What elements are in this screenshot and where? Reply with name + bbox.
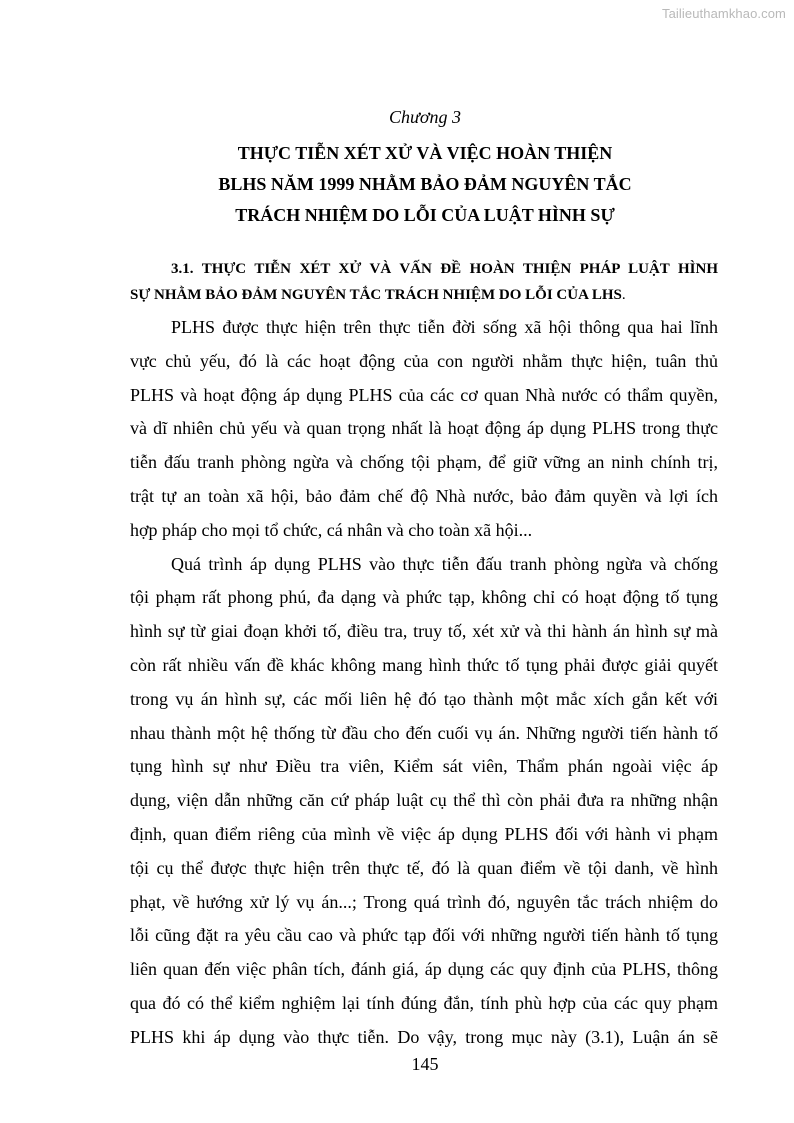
paragraph-2-line: liên quan đến việc phân tích, đánh giá, áp dụng các quy định của PLHS, thông bbox=[130, 959, 718, 980]
chapter-title-line: TRÁCH NHIỆM DO LỖI CỦA LUẬT HÌNH SỰ bbox=[235, 205, 615, 225]
paragraph-1-line: tiễn đấu tranh phòng ngừa và chống tội phạm, để giữ vững an ninh chính trị, bbox=[130, 452, 718, 473]
watermark: Tailieuthamkhao.com bbox=[661, 6, 786, 21]
paragraph-2-line: hình sự từ giai đoạn khởi tố, điều tra, truy tố, xét xử và thi hành án hình sự mà bbox=[130, 621, 718, 642]
section-heading-line bbox=[130, 282, 718, 308]
page-number: 145 bbox=[411, 1054, 439, 1074]
chapter-label: Chương 3 bbox=[389, 107, 461, 127]
paragraph-2-line: tội cụ thể được thực hiện trên thực tế, đó là quan điểm về tội danh, về hình bbox=[130, 857, 718, 878]
paragraph-2-line: PLHS khi áp dụng vào thực tiễn. Do vậy, trong mục này (3.1), Luận án sẽ bbox=[130, 1026, 718, 1047]
paragraph-1-line: PLHS và hoạt động áp dụng PLHS của các cơ quan Nhà nước có thẩm quyền, bbox=[130, 384, 718, 405]
paragraph-2-line: phạt, về hướng xử lý vụ án...; Trong quá trình đó, nguyên tắc trách nhiệm do bbox=[130, 891, 718, 912]
paragraph-1-line: và dĩ nhiên chủ yếu và quan trọng nhất là hoạt động áp dụng PLHS trong thực bbox=[130, 418, 718, 439]
paragraph-1-line: hợp pháp cho mọi tổ chức, cá nhân và cho toàn xã hội... bbox=[130, 519, 533, 540]
paragraph-2-line: nhau thành một hệ thống từ đầu cho đến cuối vụ án. Những người tiến hành tố bbox=[130, 722, 718, 743]
paragraph-2-line: lỗi cũng đặt ra yêu cầu cao và phức tạp đối với những người tiến hành tố tụng bbox=[130, 925, 718, 946]
paragraph-2-line: trong vụ án hình sự, các mối liên hệ đó tạo thành một mắc xích gắn kết với bbox=[130, 688, 718, 709]
paragraph-2-line: còn rất nhiều vấn đề khác không mang hình thức tố tụng phải được giải quyết bbox=[130, 654, 718, 675]
paragraph-2-line: định, quan điểm riêng của mình về việc áp dụng PLHS đối với hành vi phạm bbox=[130, 823, 718, 844]
paragraph-2-line: dụng, viện dẫn những căn cứ pháp luật cụ thể thì còn phải đưa ra những nhận bbox=[130, 790, 718, 811]
section-heading-period: . bbox=[621, 287, 626, 303]
chapter-title-line: BLHS NĂM 1999 NHẰM BẢO ĐẢM NGUYÊN TẮC bbox=[218, 174, 632, 194]
paragraph-2-line: tụng hình sự như Điều tra viên, Kiểm sát viên, Thẩm phán ngoài việc áp bbox=[130, 756, 718, 777]
paragraph-2-line: qua đó có thể kiểm nghiệm lại tính đúng đắn, tính phù hợp của các quy phạm bbox=[130, 992, 718, 1013]
paragraph-1-line: vực chủ yếu, đó là các hoạt động của con người nhằm thực hiện, tuân thủ bbox=[130, 350, 718, 371]
paragraph-1-line: trật tự an toàn xã hội, bảo đảm chế độ Nhà nước, bảo đảm quyền và lợi ích bbox=[130, 485, 718, 506]
body-text bbox=[130, 311, 718, 1055]
chapter-title-line: THỰC TIỄN XÉT XỬ VÀ VIỆC HOÀN THIỆN bbox=[237, 143, 613, 163]
section-heading bbox=[130, 256, 718, 308]
chapter-title bbox=[0, 138, 794, 231]
paragraph-2-line: Quá trình áp dụng PLHS vào thực tiễn đấu tranh phòng ngừa và chống bbox=[171, 553, 718, 574]
paragraph-1-line: PLHS được thực hiện trên thực tiễn đời sống xã hội thông qua hai lĩnh bbox=[171, 317, 718, 337]
section-heading-line: 3.1. THỰC TIỄN XÉT XỬ VÀ VẤN ĐỀ HOÀN THIỆN PHÁP LUẬT HÌNH bbox=[171, 261, 718, 277]
section-heading-text: SỰ NHẰM BẢO ĐẢM NGUYÊN TẮC TRÁCH NHIỆM DO LỖI CỦA LHS bbox=[130, 287, 622, 303]
paragraph-2-line: tội phạm rất phong phú, đa dạng và phức tạp, không chỉ có hoạt động tố tụng bbox=[130, 587, 718, 608]
